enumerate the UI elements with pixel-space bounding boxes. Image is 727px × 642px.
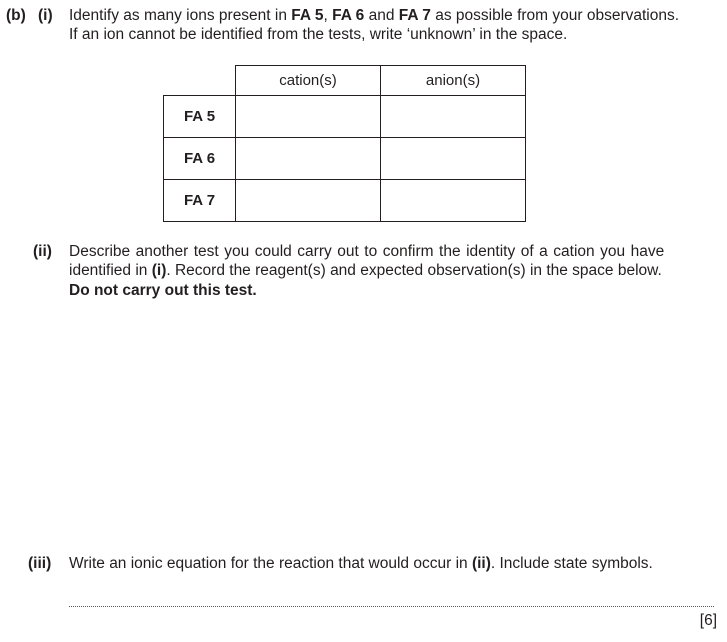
text-span: Write an ionic equation for the reaction that would occur in (69, 555, 472, 572)
header-anions: anion(s) (381, 66, 526, 96)
sub-iii-label: (iii) (28, 555, 52, 572)
table-header-row (164, 66, 526, 96)
row-label-fa7: FA 7 (164, 180, 236, 222)
table-row (164, 180, 526, 222)
text-span: , (323, 7, 333, 24)
answer-dotted-line-iii[interactable] (69, 598, 714, 607)
sub-i-text-line1 (69, 7, 679, 25)
table-corner (164, 66, 236, 96)
answer-cell-fa5-cation[interactable] (236, 96, 381, 138)
text-span: . Include state symbols. (490, 555, 653, 572)
answer-cell-fa5-anion[interactable] (381, 96, 526, 138)
table-row (164, 96, 526, 138)
text-span: and (364, 7, 399, 24)
answer-cell-fa7-cation[interactable] (236, 180, 381, 222)
table-row (164, 138, 526, 180)
text-span: identified in (69, 262, 152, 279)
part-b-label: (b) (6, 7, 26, 24)
bold-span: FA 7 (398, 7, 431, 24)
text-span: as possible from your observations. (430, 7, 680, 24)
bold-span: (i) (151, 262, 167, 279)
answer-cell-fa6-anion[interactable] (381, 138, 526, 180)
header-cations: cation(s) (236, 66, 381, 96)
text-span: . Record the reagent(s) and expected observation(s) in the space below. (166, 262, 662, 279)
sub-i-text-line2: If an ion cannot be identified from the tests, write ‘unknown’ in the space. (69, 26, 568, 43)
answer-cell-fa6-cation[interactable] (236, 138, 381, 180)
sub-ii-text-line1: Describe another test you could carry out to confirm the identity of a cation you have (69, 243, 665, 260)
sub-iii-text (69, 555, 653, 573)
answer-cell-fa7-anion[interactable] (381, 180, 526, 222)
sub-ii-label: (ii) (33, 243, 52, 260)
bold-span: FA 5 (291, 7, 324, 24)
bold-span: (ii) (471, 555, 491, 572)
sub-i-label: (i) (38, 7, 53, 24)
row-label-fa6: FA 6 (164, 138, 236, 180)
text-span: Identify as many ions present in (69, 7, 292, 24)
sub-ii-text-line2 (69, 262, 662, 280)
marks-total: [6] (699, 612, 717, 629)
sub-ii-instruction: Do not carry out this test. (69, 282, 257, 299)
bold-span: FA 6 (332, 7, 365, 24)
answer-space-ii[interactable] (69, 310, 714, 540)
ions-table (163, 65, 526, 222)
row-label-fa5: FA 5 (164, 96, 236, 138)
